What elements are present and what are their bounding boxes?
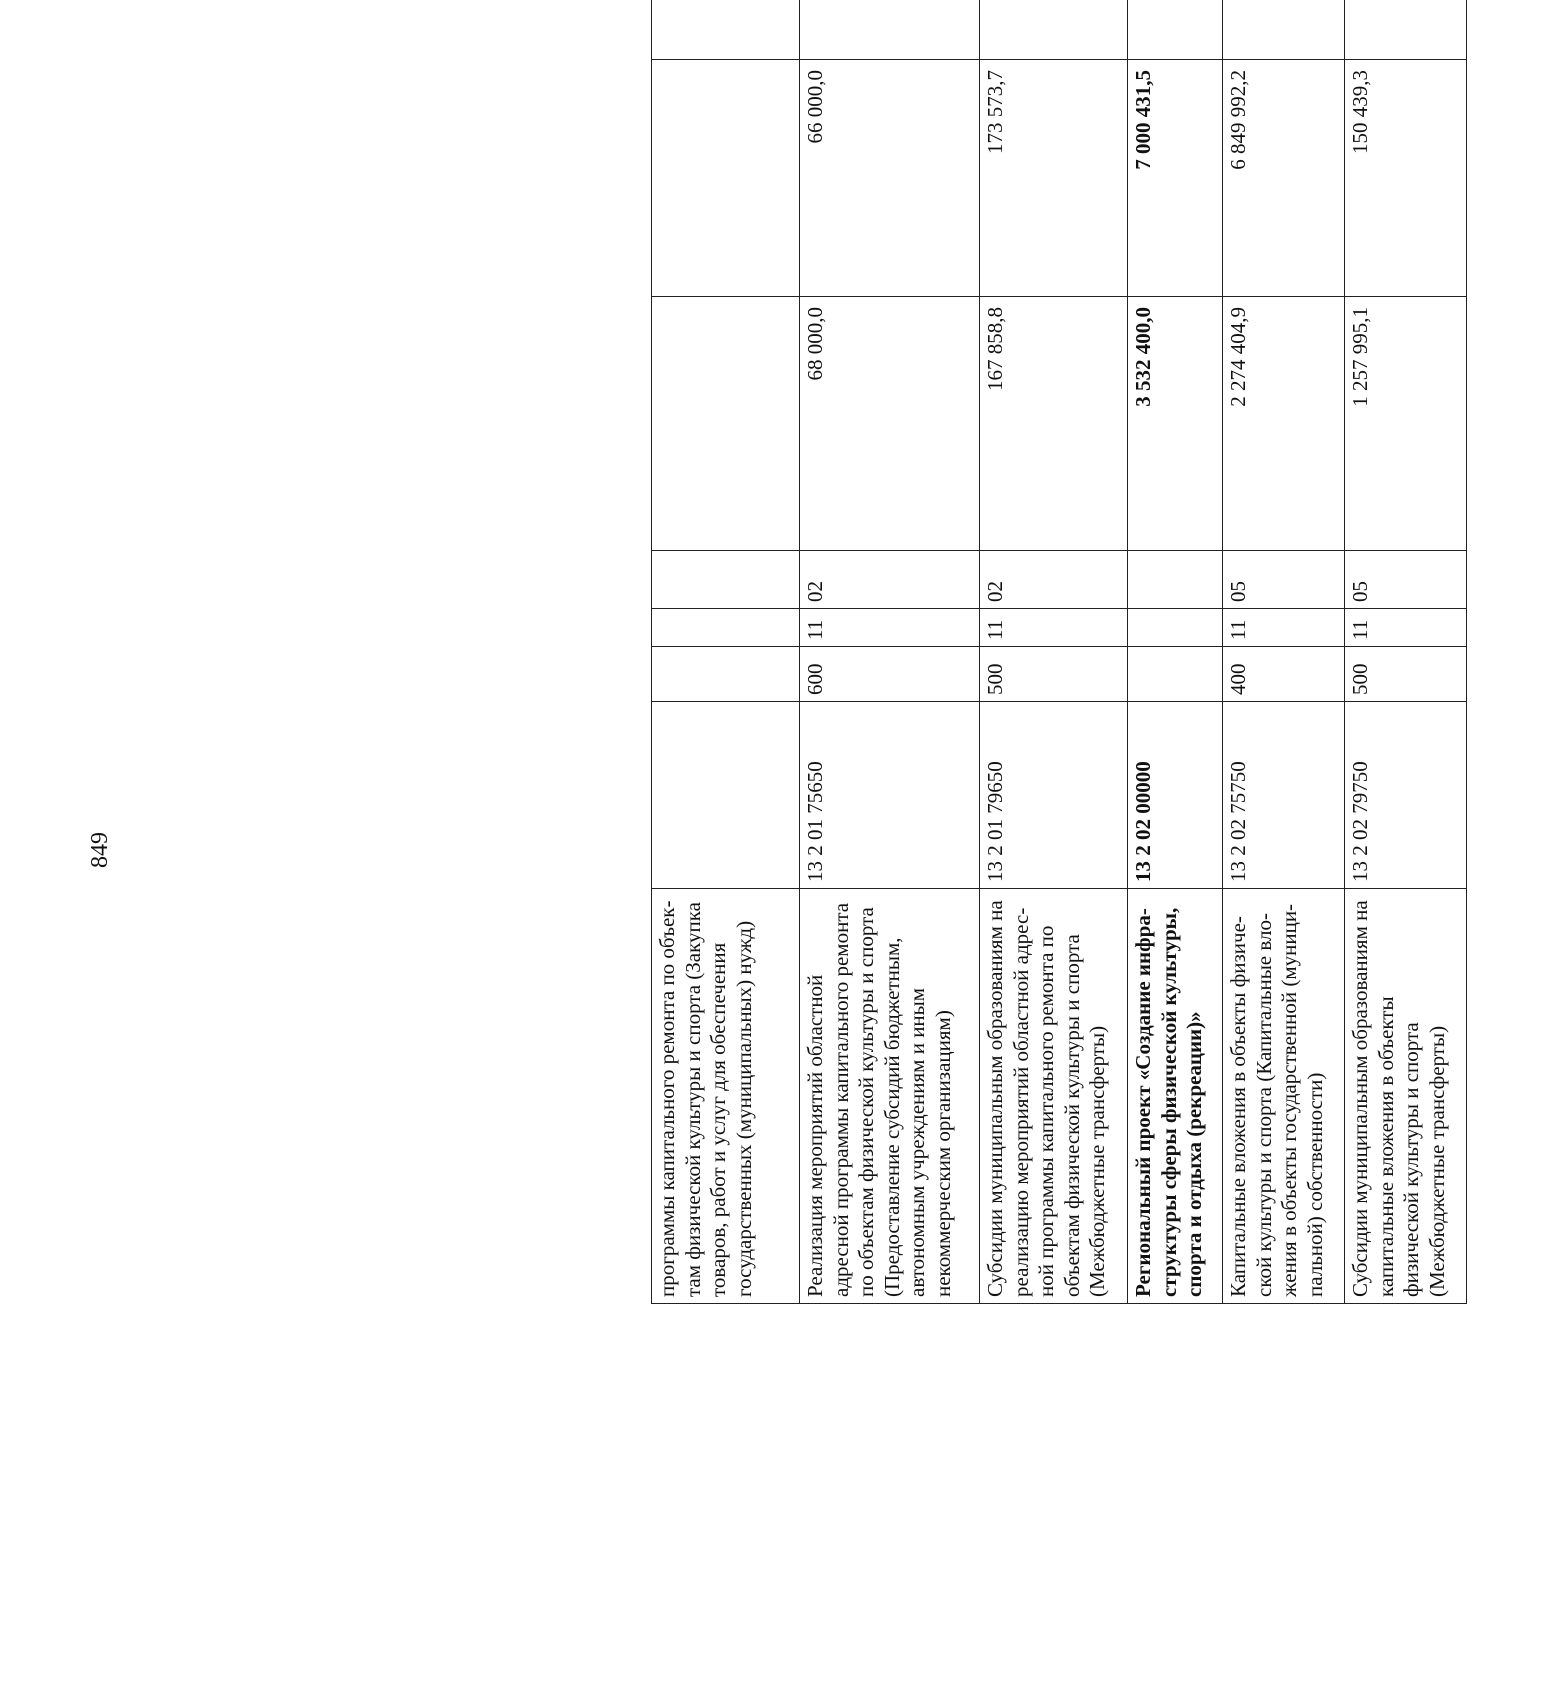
expense-type-code xyxy=(652,647,800,702)
subsection-code xyxy=(1128,551,1223,609)
amount-1: 2 274 404,9 xyxy=(1223,297,1345,551)
section-code: 11 xyxy=(800,609,980,647)
amount-2: 173 573,7 xyxy=(980,60,1128,297)
amount-1: 3 532 400,0 xyxy=(1128,297,1223,551)
table-row xyxy=(1345,0,1467,1304)
amount-1: 167 858,8 xyxy=(980,297,1128,551)
amount-3 xyxy=(1345,0,1467,60)
amount-3 xyxy=(652,0,800,60)
amount-3 xyxy=(1223,0,1345,60)
table-row xyxy=(980,0,1128,1304)
target-article-code: 13 2 02 75750 xyxy=(1223,702,1345,889)
target-article-code: 13 2 02 00000 xyxy=(1128,702,1223,889)
amount-3 xyxy=(800,0,980,60)
row-name: Субсидии муниципальным образованиям на капитальные вложения в объекты физической культуры и спорта (Межбюджетные трансферты) xyxy=(1345,889,1467,1304)
target-article-code: 13 2 01 75650 xyxy=(800,702,980,889)
amount-3 xyxy=(980,0,1128,60)
row-name: Реализация мероприятий областной адресной программы капитального ремонта по объектам физической культуры и спорта (Предоставление субсидий бюджетным, автономным учреждениям и иным некоммерческим организациям) xyxy=(800,889,980,1304)
subsection-code: 02 xyxy=(800,551,980,609)
page-number: 849 xyxy=(87,832,113,868)
amount-1: 1 257 995,1 xyxy=(1345,297,1467,551)
section-code: 11 xyxy=(1223,609,1345,647)
budget-table xyxy=(651,0,1467,1304)
amount-1 xyxy=(652,297,800,551)
amount-2: 7 000 431,5 xyxy=(1128,60,1223,297)
amount-2: 66 000,0 xyxy=(800,60,980,297)
amount-3 xyxy=(1128,0,1223,60)
table-row-bold xyxy=(1128,0,1223,1304)
subsection-code xyxy=(652,551,800,609)
target-article-code: 13 2 01 79650 xyxy=(980,702,1128,889)
amount-2 xyxy=(652,60,800,297)
section-code xyxy=(652,609,800,647)
table-row xyxy=(800,0,980,1304)
section-code: 11 xyxy=(1345,609,1467,647)
expense-type-code: 500 xyxy=(980,647,1128,702)
budget-table-container xyxy=(651,0,1551,1304)
target-article-code: 13 2 02 79750 xyxy=(1345,702,1467,889)
row-name: Региональный проект «Создание инфраструктуры сферы физической культуры, спорта и отдыха (рекреации)» xyxy=(1128,889,1223,1304)
row-name: Субсидии муниципальным образованиям на реализацию мероприятий областной адресной программы капитального ремонта по объектам физической культуры и спорта (Межбюджетные трансферты) xyxy=(980,889,1128,1304)
subsection-code: 05 xyxy=(1345,551,1467,609)
subsection-code: 05 xyxy=(1223,551,1345,609)
row-name: Капитальные вложения в объекты физической культуры и спорта (Капитальные вложения в объекты государственной (муниципальной) собственности) xyxy=(1223,889,1345,1304)
expense-type-code: 400 xyxy=(1223,647,1345,702)
amount-2: 6 849 992,2 xyxy=(1223,60,1345,297)
table-row xyxy=(1223,0,1345,1304)
amount-2: 150 439,3 xyxy=(1345,60,1467,297)
target-article-code xyxy=(652,702,800,889)
subsection-code: 02 xyxy=(980,551,1128,609)
expense-type-code: 600 xyxy=(800,647,980,702)
table-row xyxy=(652,0,800,1304)
row-name: программы капитального ремонта по объектам физической культуры и спорта (Закупка товаров, работ и услуг для обеспечения государственных (муниципальных) нужд) xyxy=(652,889,800,1304)
expense-type-code: 500 xyxy=(1345,647,1467,702)
section-code: 11 xyxy=(980,609,1128,647)
section-code xyxy=(1128,609,1223,647)
amount-1: 68 000,0 xyxy=(800,297,980,551)
expense-type-code xyxy=(1128,647,1223,702)
